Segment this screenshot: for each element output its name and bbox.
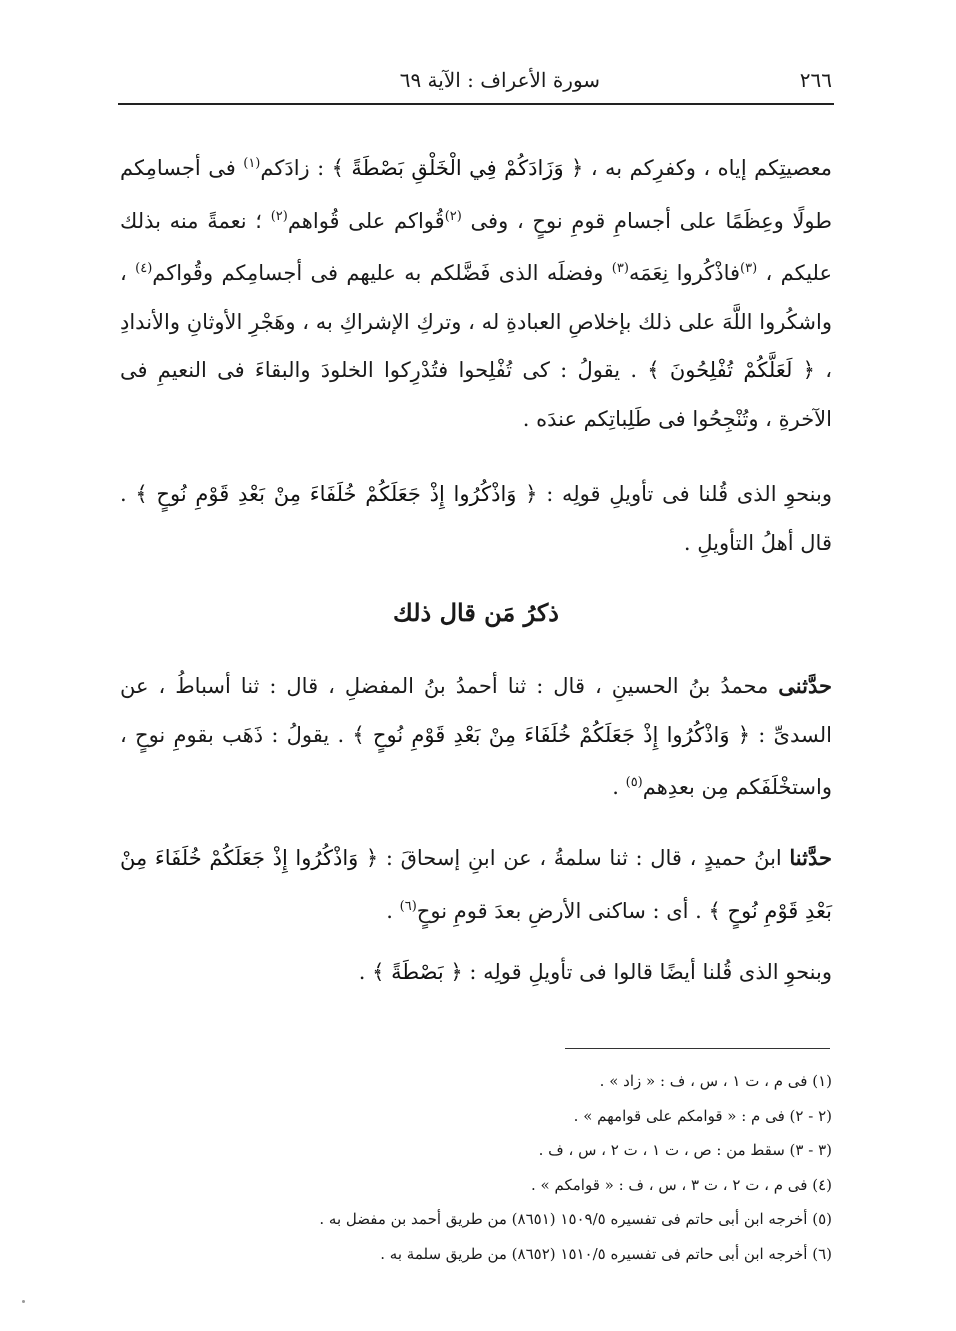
text-segment: ابنُ حميدٍ ، قال : ثنا سلمةُ ، عن ابنِ إسحاقَ :: [378, 846, 790, 870]
paragraph-3: [120, 662, 832, 812]
footnote-ref: (٢): [444, 208, 462, 224]
footnote-ref: (٤): [135, 261, 153, 276]
paragraph-1: [120, 140, 832, 443]
section-heading: ذكرُ مَن قال ذلك: [393, 598, 559, 627]
text-segment: محمدُ بنُ الحسينِ ، قال : ثنا أحمدُ بنُ المفضلِ ، قال : ثنا أسباطُ ، عن السدىِّ :: [120, 674, 832, 747]
footnote-3: (٣ - ٣) سقط من : ص ، ت ١ ، ت ٢ ، س ، ف .: [538, 1141, 832, 1159]
text-segment: فاذْكُروا نِعَمَه: [628, 261, 741, 285]
footnote-ref: (٣): [740, 261, 758, 276]
footnote-2: (٢ - ٢) فى م : « قوامكم على قوامهم » .: [573, 1106, 832, 1125]
text-segment: معصيتِكم إياه ، وكفرِكم به ،: [583, 156, 833, 180]
footnote-divider: [565, 1048, 830, 1049]
quran-verse: ﴿ وَزَادَكُمْ فِي الْخَلْقِ بَصْطَةً ﴾: [331, 156, 584, 180]
footnote-4: (٤) فى م ، ت ٢ ، ت ٣ ، س ، ف : « قوامكم » .: [531, 1175, 832, 1194]
narration-lead: حدَّثنا: [789, 845, 832, 870]
paragraph-2: [120, 470, 832, 567]
text-segment: .: [612, 775, 626, 799]
quran-verse: ﴿ وَاذْكُرُوا إِذْ جَعَلَكُمْ خُلَفَاءَ مِنْ بَعْدِ قَوْمِ نُوحٍ ﴾: [352, 722, 751, 747]
footnote-ref: (١): [243, 156, 261, 171]
quran-verse: ﴿ وَاذْكُرُوا إِذْ جَعَلَكُمْ خُلَفَاءَ مِنْ بَعْدِ قَوْمِ نُوحٍ ﴾: [135, 482, 538, 506]
footnote-ref: (٥): [625, 775, 643, 790]
paragraph-5: [120, 948, 832, 997]
text-segment: .: [358, 960, 373, 984]
text-segment: . قال أهلُ التأويلِ .: [120, 482, 832, 555]
footnotes: [120, 1064, 832, 1271]
footnote-6: (٦) أخرجه ابن أبى حاتم فى تفسيره ١٥١٠/٥ (٨٦٥٢) من طريق سلمة به .: [380, 1244, 832, 1263]
text-segment: ؛ نعمةً منه بذلك عليكم ،: [120, 208, 833, 285]
text-segment: فى أجسامِكم طولًا وعِظَمًا على أجسامِ قومِ نوحٍ ، وفى: [120, 156, 832, 233]
text-segment: قُواكم على قُواهم: [287, 208, 445, 233]
header-divider: [118, 103, 834, 105]
text-segment: . يقولُ : كى تُفْلِحوا فتُدْرِكوا الخلودَ والبقاءَ فى النعيمِ فى الآخرةِ ، وتُنْجِحُوا فى طَلِباتِكم عندَه .: [120, 358, 832, 431]
scan-speck: [22, 1300, 25, 1303]
quran-verse: ﴿ بَصْطَةً ﴾: [372, 960, 463, 984]
footnote-5: (٥) أخرجه ابن أبى حاتم فى تفسيره ١٥٠٩/٥ (٨٦٥١) من طريق أحمد بن مفضل به .: [319, 1210, 832, 1228]
page-header: [120, 60, 832, 100]
footnote-ref: (٣): [611, 261, 629, 276]
text-segment: .: [386, 898, 400, 923]
running-title: سورة الأعراف : الآية ٦٩: [399, 68, 601, 92]
narration-lead: حدَّثنى: [778, 673, 832, 698]
text-segment: . يقولُ : ذَهَب بقومِ نوحٍ ، واستخْلَفَكم مِن بعدِهم: [120, 722, 832, 799]
paragraph-4: [120, 834, 832, 935]
text-segment: وبنحوِ الذى قُلنا أيضًا قالوا فى تأويلِ قولِه :: [462, 960, 832, 984]
text-segment: وفضلَه الذى فَضَّلكم به عليهم فى أجسامِكم وقُواكم: [152, 261, 612, 285]
quran-verse: ﴿ وَاذْكُرُوا إِذْ جَعَلَكُمْ خُلَفَاءَ مِنْ بَعْدِ قَوْمِ نُوحٍ ﴾: [120, 846, 832, 923]
quran-verse: ﴿ لَعَلَّكُمْ تُفْلِحُونَ ﴾: [647, 358, 815, 382]
footnote-ref: (٦): [399, 898, 417, 914]
page-number: ٢٦٦: [799, 68, 832, 92]
text-segment: وبنحوِ الذى قُلنا فى تأويلِ قولِه :: [537, 482, 832, 506]
footnote-ref: (٢): [270, 208, 288, 224]
footnote-1: (١) فى م ، ت ١ ، س ، ف : « زاد » .: [599, 1072, 832, 1090]
text-segment: . أى : ساكنى الأرضِ بعدَ قومِ نوحٍ: [416, 898, 709, 923]
text-segment: ، واشكُروا اللَّهَ على ذلك بإخلاصِ العبادةِ له ، وتركِ الإشراكِ به ، وهَجْرِ الأوثانِ والأندادِ ،: [120, 261, 833, 382]
text-segment: : زادَكم: [260, 156, 332, 180]
